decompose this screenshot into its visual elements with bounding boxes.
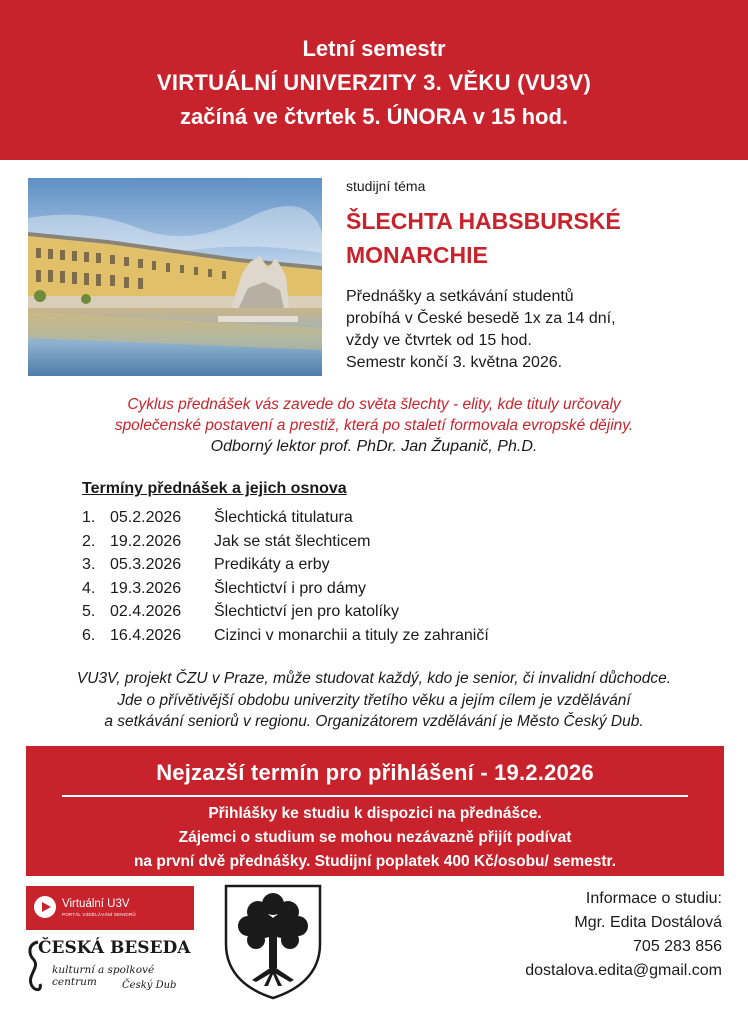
schedule-date: 16.4.2026 bbox=[110, 626, 182, 644]
cycle-line: Cyklus přednášek vás zavede do světa šlechty - elity, kde tituly určovaly bbox=[127, 396, 621, 413]
schedule-item bbox=[82, 506, 489, 530]
about-line: a setkávání seniorů v regionu. Organizátorem vzdělávání je Město Český Dub. bbox=[104, 713, 644, 730]
schedule-item bbox=[82, 577, 489, 601]
cycle-line: společenské postavení a prestiž, která po staletí formovala evropské dějiny. bbox=[114, 417, 634, 434]
play-icon bbox=[34, 896, 56, 918]
town-crest-icon bbox=[222, 882, 324, 1000]
schedule-item bbox=[82, 600, 489, 624]
beseda-name: ČESKÁ BESEDA bbox=[38, 938, 191, 958]
divider bbox=[62, 795, 688, 797]
topic-title bbox=[346, 204, 726, 272]
contact-info bbox=[460, 887, 722, 983]
schedule-topic: Šlechtická titulatura bbox=[214, 509, 353, 526]
schedule-date: 19.3.2026 bbox=[110, 579, 182, 597]
contact-name: Mgr. Edita Dostálová bbox=[574, 914, 722, 931]
lector: Odborný lektor prof. PhDr. Jan Županič, Ph.D. bbox=[210, 438, 538, 455]
topic-info-line: Semestr končí 3. května 2026. bbox=[346, 354, 563, 371]
topic-info-line: Přednášky a setkávání studentů bbox=[346, 288, 574, 305]
schedule-item bbox=[82, 530, 489, 554]
cycle-description bbox=[20, 394, 728, 436]
schedule-num: 6. bbox=[82, 626, 96, 644]
topic-title-line2: MONARCHIE bbox=[346, 242, 488, 268]
deadline-title: Nejzazší termín pro přihlášení - 19.2.2026 bbox=[156, 760, 594, 785]
about-line: Jde o přívětivější obdobu univerzity třetího věku a jejím cílem je vzdělávání bbox=[117, 691, 631, 709]
schedule-date: 02.4.2026 bbox=[110, 603, 182, 621]
schedule-item bbox=[82, 624, 489, 648]
topic-label: studijní téma bbox=[346, 178, 426, 194]
topic-info bbox=[346, 286, 736, 374]
schedule-list bbox=[82, 506, 489, 648]
schedule-title: Termíny přednášek a jejich osnova bbox=[82, 480, 347, 497]
about-vu3v bbox=[14, 668, 734, 733]
university-title: VIRTUÁLNÍ UNIVERZITY 3. VĚKU (VU3V) bbox=[156, 70, 592, 95]
schedule-date: 05.3.2026 bbox=[110, 556, 182, 574]
deadline-text bbox=[26, 802, 724, 874]
semester-label: Letní semestr bbox=[302, 36, 446, 61]
vu3v-logo-name: Virtuální U3V bbox=[62, 898, 130, 910]
deadline-box bbox=[26, 746, 724, 876]
contact-email: dostalova.edita@gmail.com bbox=[525, 962, 722, 979]
schedule-topic: Šlechtictví i pro dámy bbox=[214, 579, 367, 597]
schedule-num: 4. bbox=[82, 579, 96, 597]
schedule-topic: Predikáty a erby bbox=[214, 556, 330, 574]
schedule-date: 19.2.2026 bbox=[110, 532, 182, 550]
schedule-num: 1. bbox=[82, 509, 96, 526]
schedule-date: 05.2.2026 bbox=[110, 509, 182, 526]
schedule-topic: Jak se stát šlechticem bbox=[214, 532, 371, 550]
schedule-topic: Šlechtictví jen pro katolíky bbox=[214, 603, 399, 621]
vu3v-logo-sub: PORTÁL VZDĚLÁVÁNÍ SENIORŮ bbox=[62, 912, 136, 917]
topic-info-line: vždy ve čtvrtek od 15 hod. bbox=[346, 332, 532, 349]
header-banner bbox=[0, 0, 748, 160]
schedule-num: 5. bbox=[82, 603, 96, 621]
beseda-place: Český Dub bbox=[122, 980, 177, 991]
schedule-topic: Cizinci v monarchii a tituly ze zahraničí bbox=[214, 626, 489, 644]
deadline-line-text: na první dvě přednášky. Studijní poplatek 400 Kč/osobu/ semestr. bbox=[133, 853, 617, 870]
czu-logo: ČZU bbox=[160, 906, 189, 922]
deadline-line-text: Zájemci o studium se mohou nezávazně přijít podívat bbox=[178, 829, 572, 846]
contact-title: Informace o studiu: bbox=[585, 890, 722, 907]
schedule-num: 3. bbox=[82, 556, 96, 574]
schedule-num: 2. bbox=[82, 532, 96, 550]
schonbrunn-palace-photo bbox=[28, 178, 322, 376]
contact-phone: 705 283 856 bbox=[633, 938, 722, 955]
start-date: začíná ve čtvrtek 5. ÚNORA v 15 hod. bbox=[180, 104, 568, 129]
schedule-item bbox=[82, 553, 489, 577]
ceska-beseda-logo bbox=[24, 938, 200, 1000]
deadline-line-text: Přihlášky ke studiu k dispozici na přednášce. bbox=[208, 805, 542, 822]
topic-info-line: probíhá v České besedě 1x za 14 dní, bbox=[346, 310, 616, 327]
topic-title-line1: ŠLECHTA HABSBURSKÉ bbox=[346, 208, 621, 234]
about-line: VU3V, projekt ČZU v Praze, může studovat každý, kdo je senior, či invalidní důchodce. bbox=[76, 670, 672, 687]
beseda-sub: kulturní a spolkové centrum bbox=[52, 964, 155, 988]
